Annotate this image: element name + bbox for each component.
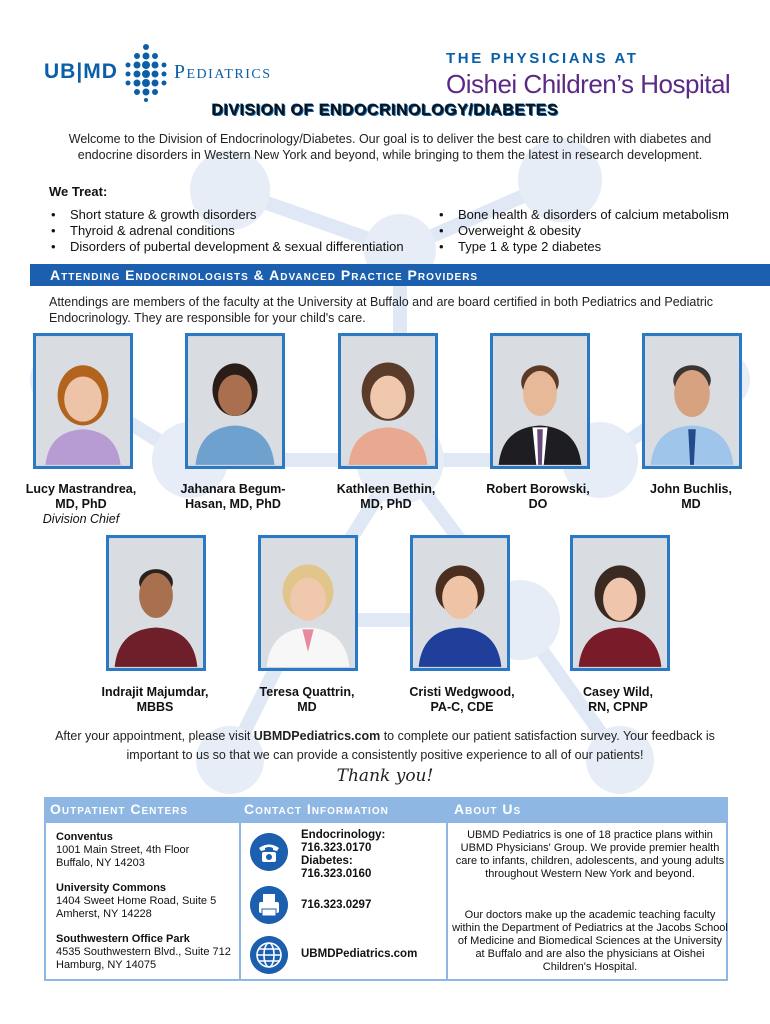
ubmd-pediatrics-logo [44, 42, 334, 102]
phone-icon [250, 833, 288, 871]
provider-name-lucy-mastrandrea: Lucy Mastrandrea, MD, PhD Division Chief [6, 482, 156, 527]
about-us-title: About Us [454, 801, 522, 817]
provider-name-cristi-wedgwood: Cristi Wedgwood, PA-C, CDE [409, 685, 515, 714]
provider-photo [642, 333, 742, 469]
footer-band [44, 797, 728, 821]
website-link[interactable]: UBMDPediatrics.com [301, 948, 418, 960]
logo-pediatrics-text: Pediatrics [173, 60, 272, 83]
list-item: • Bone health & disorders of calcium metabolism [437, 207, 729, 223]
thank-you-text: Thank you! [336, 766, 434, 786]
survey-paragraph: After your appointment, please visit UBMDPediatrics.com to complete our patient satisfaction survey. Your feedback is important to us so that we can provide a consistently positive experience to all of our patients! [55, 729, 715, 762]
attending-section-band [30, 264, 770, 286]
provider-photo [258, 535, 358, 671]
hospital-name: Oishei Children’s Hospital [446, 69, 731, 99]
survey-link[interactable]: UBMDPediatrics.com [253, 729, 381, 743]
provider-photo [490, 333, 590, 469]
location-university-commons: University Commons 1404 Sweet Home Road, Suite 5 Amherst, NY 14228 [56, 882, 217, 920]
provider-photo [33, 333, 133, 469]
we-treat-heading: We Treat: [49, 184, 108, 199]
provider-photo [338, 333, 438, 469]
provider-photo [185, 333, 285, 469]
list-item: • Disorders of pubertal development & sexual differentiation [49, 239, 404, 255]
contact-phones: Endocrinology: 716.323.0170 Diabetes: 716.323.0160 [301, 829, 386, 880]
logo-dots-icon [124, 42, 168, 102]
treat-list-left [49, 207, 404, 255]
provider-name-kathleen-bethin: Kathleen Bethin, MD, PhD [336, 482, 436, 511]
oishei-hospital-logo [446, 50, 746, 100]
footer-divider [239, 823, 241, 979]
diabetes-phone[interactable]: 716.323.0160 [301, 868, 372, 880]
endocrinology-phone[interactable]: 716.323.0170 [301, 842, 372, 854]
provider-photo [570, 535, 670, 671]
fax-number[interactable]: 716.323.0297 [301, 899, 372, 911]
about-paragraph-1: UBMD Pediatrics is one of 18 practice plans within UBMD Physicians' Group. We provide premier health care to infants, children, adolescents, and young adults throughout Western New York and beyond. [455, 829, 725, 880]
provider-role: Division Chief [42, 512, 120, 526]
footer-divider [446, 823, 448, 979]
list-item: • Short stature & growth disorders [49, 207, 404, 223]
welcome-paragraph: Welcome to the Division of Endocrinology/Diabetes. Our goal is to deliver the best care to children with diabetes and endocrine disorders in Western New York and beyond, while bringing to them the latest in research development. [68, 132, 712, 162]
footer-info-box [44, 821, 728, 981]
provider-photo [410, 535, 510, 671]
hospital-tagline: THE PHYSICIANS AT [446, 50, 639, 67]
treat-list-right [437, 207, 729, 255]
list-item: • Type 1 & type 2 diabetes [437, 239, 729, 255]
provider-photo [106, 535, 206, 671]
contact-information-title: Contact Information [244, 801, 389, 817]
location-southwestern-office-park: Southwestern Office Park 4535 Southwestern Blvd., Suite 712 Hamburg, NY 14075 [56, 933, 231, 971]
provider-name-teresa-quattrin: Teresa Quattrin, MD [259, 685, 355, 714]
outpatient-centers-title: Outpatient Centers [50, 801, 189, 817]
fax-icon [250, 886, 288, 924]
globe-icon [250, 936, 288, 974]
provider-name-robert-borowski: Robert Borowski, DO [486, 482, 590, 511]
provider-name-indrajit-majumdar: Indrajit Majumdar, MBBS [101, 685, 209, 714]
attending-section-title: Attending Endocrinologists & Advanced Practice Providers [50, 267, 479, 283]
attending-description: Attendings are members of the faculty at the University at Buffalo and are board certified in both Pediatrics and Pediatric Endocrinology. They are responsible for your child's care. [49, 295, 714, 325]
location-conventus: Conventus 1001 Main Street, 4th Floor Buffalo, NY 14203 [56, 831, 190, 869]
about-paragraph-2: Our doctors make up the academic teaching faculty within the Department of Pediatrics at the Jacobs School of Medicine and Biomedical Sciences at the University at Buffalo and are also the physicians at Oishei Children's Hospital. [452, 909, 728, 973]
list-item: • Thyroid & adrenal conditions [49, 223, 404, 239]
provider-name-john-buchlis: John Buchlis, MD [650, 482, 732, 511]
division-title: DIVISION OF ENDOCRINOLOGY/DIABETES [211, 102, 559, 119]
provider-name-casey-wild: Casey Wild, RN, CPNP [582, 685, 654, 714]
list-item: • Overweight & obesity [437, 223, 729, 239]
logo-ubmd-text: UB|MD [44, 60, 118, 83]
provider-name-jahanara-begum-hasan: Jahanara Begum- Hasan, MD, PhD [180, 482, 286, 511]
